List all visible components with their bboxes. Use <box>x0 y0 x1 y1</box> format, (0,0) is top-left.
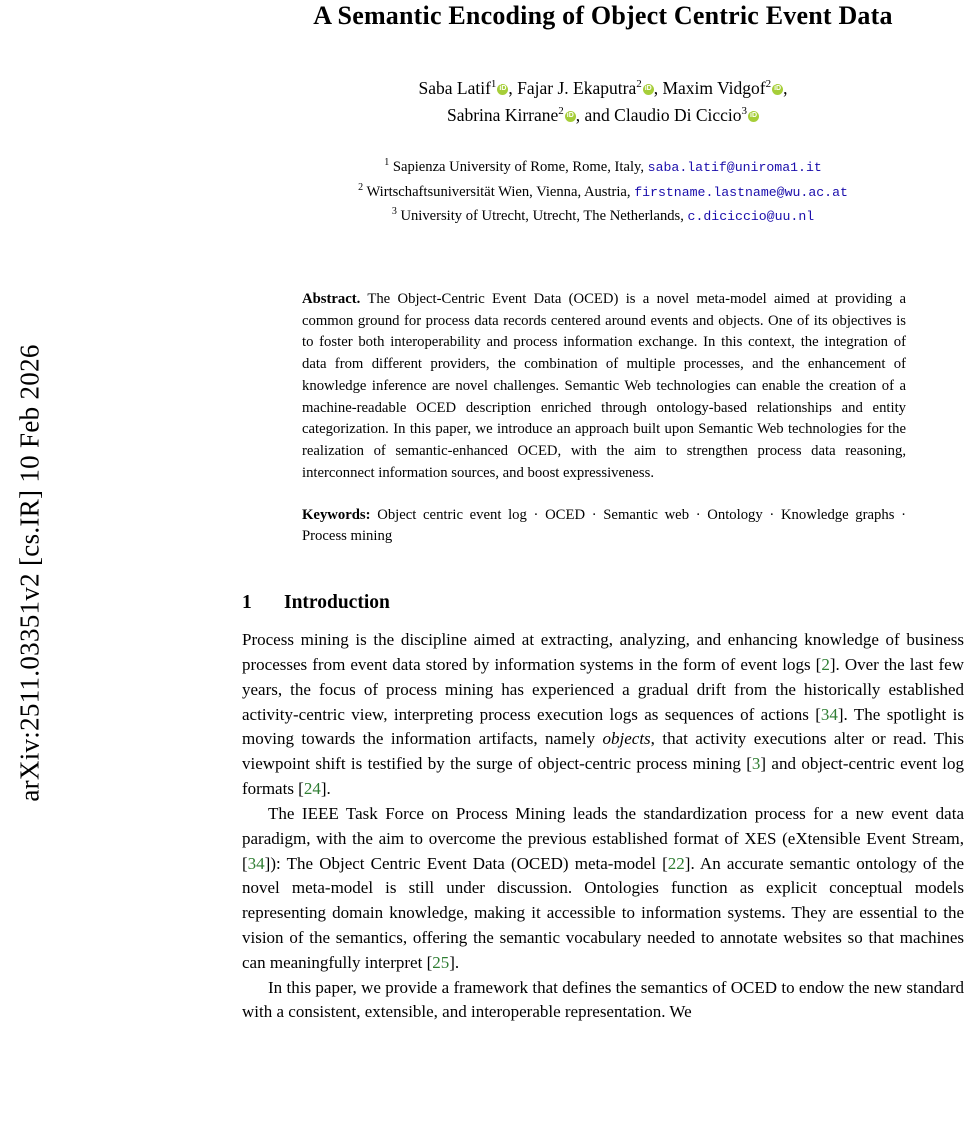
paragraph-text: Process mining is the discipline aimed at extracting, analyzing, and enhancing knowledge of business processes from event data stored by information systems in the form of event logs [ <box>242 630 964 674</box>
paragraph-text: ] and object-centric event log formats [ <box>242 754 964 799</box>
paragraph-text: ]. The spotlight is moving towards the information artifacts, namely <box>242 704 964 749</box>
affiliation-text: University of Utrecht, Utrecht, The Netherlands, <box>400 208 684 225</box>
paragraph-text: ]. Over the last few years, the focus of process mining has experienced a gradual drift from the historically established activity-centric view, interpreting process execution logs as sequences of actions [ <box>242 655 964 724</box>
author-affil-marker: 2 <box>765 78 772 91</box>
keywords <box>302 505 906 549</box>
keywords-heading: Keywords: <box>302 506 371 523</box>
citation-link[interactable]: 34 <box>247 853 265 873</box>
paragraph-text: ]): The Object Centric Event Data (OCED) meta-model [ <box>264 853 668 873</box>
paragraph-3: In this paper, we provide a framework that defines the semantics of OCED to endow the new standard with a consistent, extensible, and interoperable representation. We <box>242 977 964 1022</box>
affiliation-list <box>242 155 964 229</box>
paragraph-text: ]. <box>320 779 331 799</box>
citation-link[interactable]: 3 <box>751 754 761 774</box>
author-separator: , <box>783 78 788 99</box>
orcid-icon[interactable] <box>643 84 654 95</box>
author-affil-marker: 2 <box>558 105 564 118</box>
affiliation-marker: 2 <box>358 181 364 193</box>
paragraph-emphasis: objects <box>602 729 651 749</box>
citation-link[interactable]: 24 <box>303 779 321 799</box>
orcid-icon[interactable] <box>772 84 783 95</box>
paragraph-2 <box>242 802 964 976</box>
author-name: Sabrina Kirrane <box>446 105 559 126</box>
author-affil-marker: 1 <box>490 78 497 91</box>
affiliation-email[interactable]: c.diciccio@uu.nl <box>687 209 815 225</box>
author-line-1 <box>242 75 964 102</box>
author-name: , Fajar J. Ekaputra <box>508 78 637 99</box>
citation-link[interactable]: 2 <box>821 655 830 674</box>
author-list <box>242 75 964 129</box>
arxiv-stamp-text: arXiv:2511.03351v2 [cs.IR] 10 Feb 2026 <box>14 343 45 802</box>
paper-page <box>242 0 964 1145</box>
citation-link[interactable]: 22 <box>667 853 685 873</box>
section-number: 1 <box>242 592 252 614</box>
orcid-icon[interactable] <box>748 111 759 122</box>
citation-link[interactable]: 25 <box>432 952 450 972</box>
affiliation-item <box>242 204 964 229</box>
paragraph-text: ]. An accurate semantic ontology of the novel meta-model is still under discussion. Ontologies function as explicit conceptual models representing domain knowledge, making it accessible to information systems. They are essential to the vision of the semantics, offering the semantic vocabulary needed to annotate websites so that machines can meaningfully interpret [ <box>242 853 964 972</box>
author-name: , Maxim Vidgof <box>653 78 766 99</box>
orcid-icon[interactable] <box>565 111 576 122</box>
author-affil-marker: 3 <box>741 105 748 118</box>
affiliation-item <box>242 155 964 180</box>
author-line-2 <box>242 102 964 129</box>
author-affil-marker: 2 <box>636 78 642 91</box>
section-title: Introduction <box>284 592 390 614</box>
page-title: A Semantic Encoding of Object Centric Event Data <box>313 1 893 30</box>
affiliation-item <box>242 180 964 205</box>
affiliation-text: Wirtschaftsuniversität Wien, Vienna, Austria, <box>366 183 631 200</box>
affiliation-email[interactable]: saba.latif@uniroma1.it <box>647 160 822 176</box>
keywords-text: Object centric event log · OCED · Semantic web · Ontology · Knowledge graphs · Process mining <box>302 506 907 545</box>
abstract <box>302 289 906 485</box>
paragraph-text: , that activity executions alter or read. This viewpoint shift is testified by the surge of object-centric process mining [ <box>242 729 964 774</box>
paragraph-1 <box>242 628 964 802</box>
affiliation-marker: 1 <box>384 157 390 169</box>
affiliation-marker: 3 <box>391 206 397 218</box>
affiliation-text: Sapienza University of Rome, Rome, Italy, <box>392 159 645 176</box>
citation-link[interactable]: 34 <box>820 704 838 724</box>
paragraph-text: ]. <box>449 952 460 972</box>
author-name: , and Claudio Di Ciccio <box>575 105 742 126</box>
affiliation-email[interactable]: firstname.lastname@wu.ac.at <box>634 184 848 200</box>
paragraph-text: The IEEE Task Force on Process Mining leads the standardization process for a new event data paradigm, with the aim to overcome the previous established format of XES (eXtensible Event Stream, [ <box>242 803 964 873</box>
author-name: Saba Latif <box>418 78 491 99</box>
abstract-text: The Object-Centric Event Data (OCED) is a novel meta-model aimed at providing a common ground for process data records centered around events and objects. One of its objectives is to foster both interoperability and process information exchange. In this context, the integration of data from different providers, the combination of multiple processes, and the enhancement of knowledge inference are novel challenges. Semantic Web technologies can enable the creation of a machine-readable OCED description enriched through ontology-based relationships and entity categorization. In this paper, we introduce an approach built upon Semantic Web technologies for the realization of semantic-enhanced OCED, with the aim to strengthen process data reasoning, interconnect information sources, and boost expressiveness. <box>302 290 906 481</box>
section-heading-introduction <box>242 592 964 614</box>
arxiv-stamp <box>0 0 60 1145</box>
abstract-heading: Abstract. <box>302 290 361 307</box>
orcid-icon[interactable] <box>497 84 508 95</box>
